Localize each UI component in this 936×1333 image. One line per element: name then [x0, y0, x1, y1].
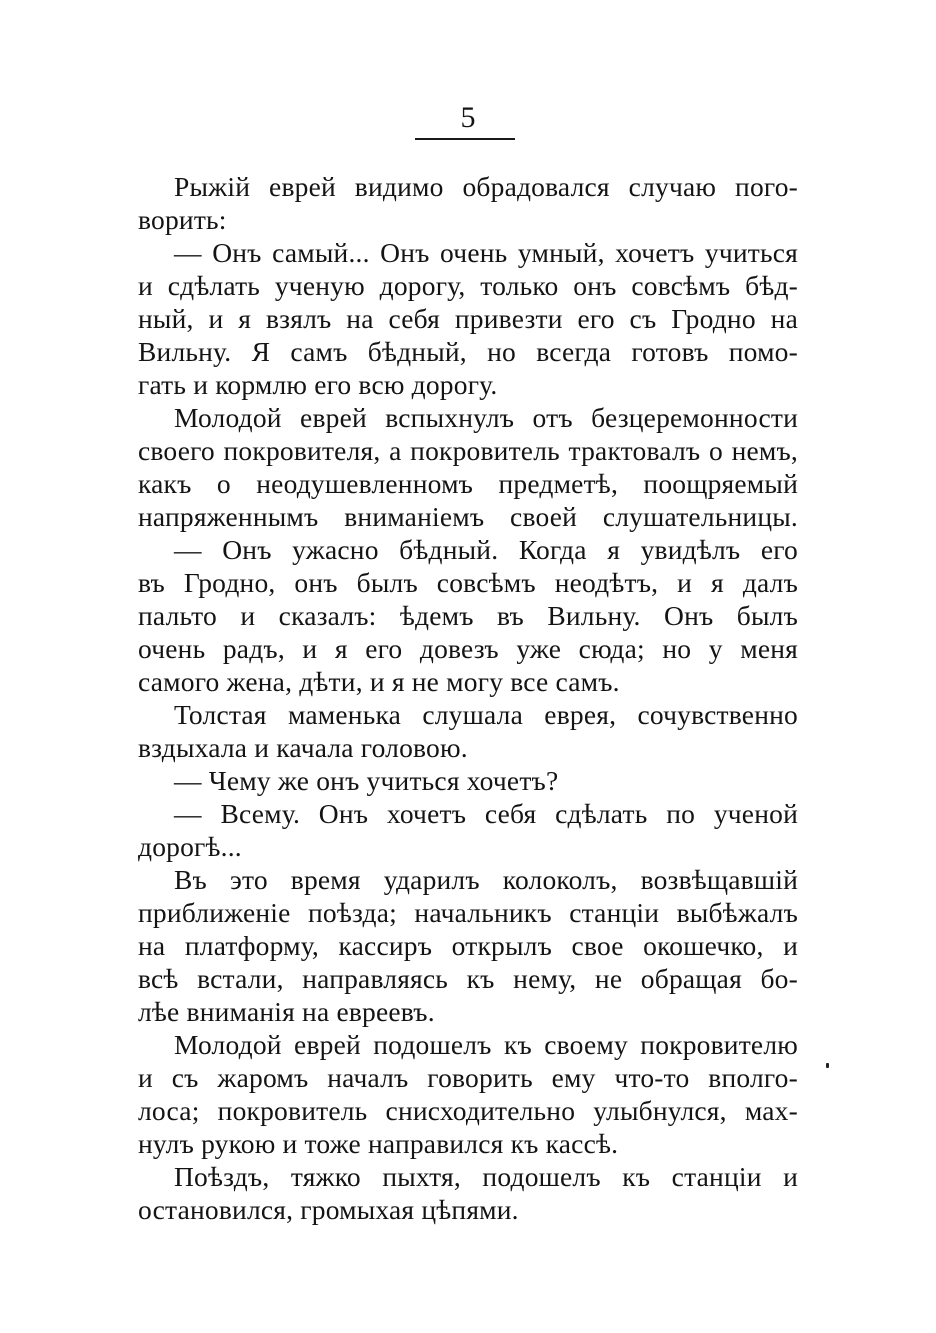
text-line: и съ жаромъ началъ говорить ему что-то вполго-: [138, 1062, 798, 1093]
text-line: пальто и сказалъ: ѣдемъ въ Вильну. Онъ былъ: [138, 600, 798, 631]
text-line: вздыхала и качала головою.: [138, 732, 468, 763]
text-line: и сдѣлать ученую дорогу, только онъ совсѣмъ бѣд-: [138, 270, 798, 301]
text-line: Поѣздъ, тяжко пыхтя, подошелъ къ станціи и: [174, 1161, 798, 1192]
text-line: ворить:: [138, 204, 227, 235]
text-line: нулъ рукою и тоже направился къ кассѣ.: [138, 1128, 619, 1159]
text-line: приближеніе поѣзда; начальникъ станціи выбѣжалъ: [138, 897, 798, 928]
page-number-rule: [415, 138, 515, 140]
text-line: Вильну. Я самъ бѣдный, но всегда готовъ помо-: [138, 336, 798, 367]
text-line: лѣе вниманія на евреевъ.: [138, 996, 435, 1027]
text-line: Рыжій еврей видимо обрадовался случаю пого-: [174, 171, 798, 202]
print-speck: [826, 1063, 829, 1068]
text-line: Толстая маменька слушала еврея, сочувственно: [174, 699, 798, 730]
text-line: гать и кормлю его всю дорогу.: [138, 369, 498, 400]
text-line: своего покровителя, а покровитель трактовалъ о немъ,: [138, 435, 798, 466]
text-line: всѣ встали, направляясь къ нему, не обращая бо-: [138, 963, 798, 994]
text-line: дорогѣ...: [138, 831, 242, 862]
body-text: [138, 170, 798, 1226]
text-line: напряженнымъ вниманіемъ своей слушательницы.: [138, 501, 798, 532]
text-line: Молодой еврей вспыхнулъ отъ безцеремонности: [174, 402, 798, 433]
text-line: самого жена, дѣти, и я не могу все самъ.: [138, 666, 620, 697]
text-line: остановился, громыхая цѣпями.: [138, 1194, 519, 1225]
text-line: очень радъ, и я его довезъ уже сюда; но у меня: [138, 633, 798, 664]
text-line: въ Гродно, онъ былъ совсѣмъ неодѣтъ, и я далъ: [138, 567, 798, 598]
text-line: ный, и я взялъ на себя привезти его съ Гродно на: [138, 303, 798, 334]
text-line: какъ о неодушевленномъ предметѣ, поощряемый: [138, 468, 798, 499]
text-line: на платформу, кассиръ открылъ свое окошечко, и: [138, 930, 798, 961]
text-line: Молодой еврей подошелъ къ своему покровителю: [174, 1029, 798, 1060]
text-line: Въ это время ударилъ колоколъ, возвѣщавшій: [174, 864, 798, 895]
text-line: — Онъ ужасно бѣдный. Когда я увидѣлъ его: [174, 534, 798, 565]
page-number: 5: [460, 101, 476, 134]
text-line: лоса; покровитель снисходительно улыбнулся, мах-: [138, 1095, 798, 1126]
text-line: — Всему. Онъ хочетъ себя сдѣлать по ученой: [174, 798, 798, 829]
text-line: — Чему же онъ учиться хочетъ?: [174, 765, 559, 796]
text-line: — Онъ самый... Онъ очень умный, хочетъ учиться: [174, 237, 798, 268]
